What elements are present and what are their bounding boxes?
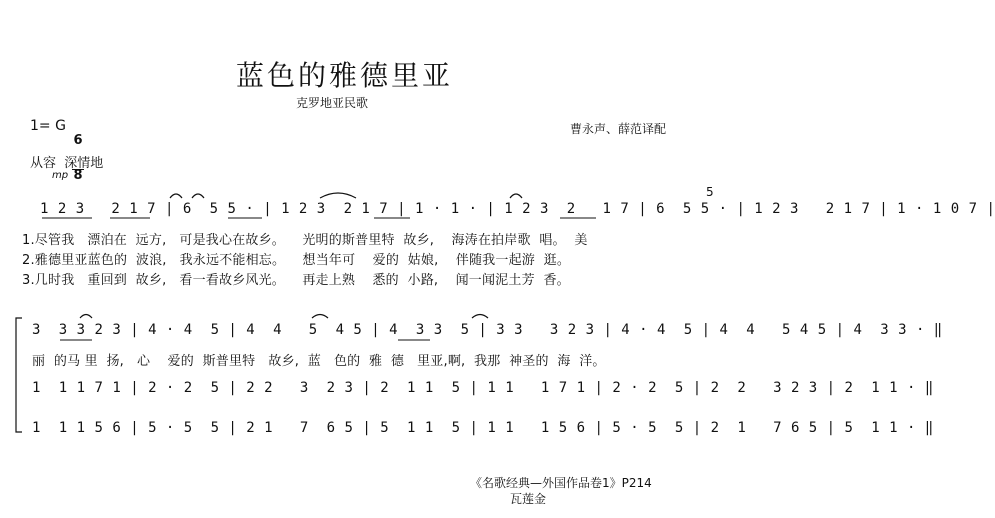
slur bbox=[510, 194, 522, 198]
slur bbox=[80, 315, 92, 319]
verse-2: 2.雅德里亚蓝色的 波浪, 我永远不能相忘。 想当年可 爱的 姑娘, 伴随我一起游 逛。 bbox=[22, 253, 571, 268]
ending-number: 5 bbox=[706, 185, 714, 199]
bracket bbox=[16, 318, 22, 432]
editor-name: 瓦莲金 bbox=[510, 492, 547, 506]
system2-melody: 3 3 3 2 3 | 4 · 4 5 | 4 4 5 4 5 | 4 3 3 5 | 3 3 3 2 3 | 4 · 4 5 | 4 4 5 4 5 | 4 3 3 · ‖ bbox=[32, 322, 943, 338]
song-title: 蓝色的雅德里亚 bbox=[236, 59, 454, 92]
system2-harmony-2: 1 1 1 5 6 | 5 · 5 5 | 2 1 7 6 5 | 5 1 1 5 | 1 1 1 5 6 | 5 · 5 5 | 2 1 7 6 5 | 5 1 1 · ‖ bbox=[32, 420, 934, 436]
dynamics-marking: mp bbox=[52, 170, 69, 181]
slur bbox=[192, 194, 204, 198]
key-signature: 1= G bbox=[30, 118, 66, 134]
slur bbox=[170, 194, 182, 198]
tempo-marking: 从容 深情地 bbox=[30, 156, 104, 171]
system2-harmony-1: 1 1 1 7 1 | 2 · 2 5 | 2 2 3 2 3 | 2 1 1 5 | 1 1 1 7 1 | 2 · 2 5 | 2 2 3 2 3 | 2 1 1 · ‖ bbox=[32, 380, 934, 396]
song-origin: 克罗地亚民歌 bbox=[296, 96, 369, 110]
time-signature-top: 6 bbox=[73, 133, 83, 148]
translator-credits: 曹永声、薛范译配 bbox=[570, 122, 667, 136]
source-citation: 《名歌经典—外国作品卷1》P214 bbox=[470, 476, 652, 490]
system2-lyrics: 丽 的马 里 扬, 心 爱的 斯普里特 故乡, 蓝 色的 雅 德 里亚,啊, 我那 神圣的 海 洋。 bbox=[32, 354, 606, 369]
time-signature-bottom: 8 bbox=[73, 168, 83, 183]
tie bbox=[320, 193, 356, 198]
system1-notes: 1 2 3 2 1 7 | 6 5 5 · | 1 2 3 2 1 7 | 1 · 1 · | 1 2 3 2 1 7 | 6 5 5 · | 1 2 3 2 1 7 | 1 · 1 0 7 | bbox=[40, 201, 995, 217]
slur bbox=[312, 315, 328, 319]
verse-1: 1.尽管我 漂泊在 远方, 可是我心在故乡。 光明的斯普里特 故乡, 海涛在拍岸歌 唱。 美 bbox=[22, 233, 588, 248]
slur bbox=[472, 315, 488, 319]
verse-3: 3.几时我 重回到 故乡, 看一看故乡风光。 再走上熟 悉的 小路, 闻一闻泥土芳 香。 bbox=[22, 273, 570, 288]
